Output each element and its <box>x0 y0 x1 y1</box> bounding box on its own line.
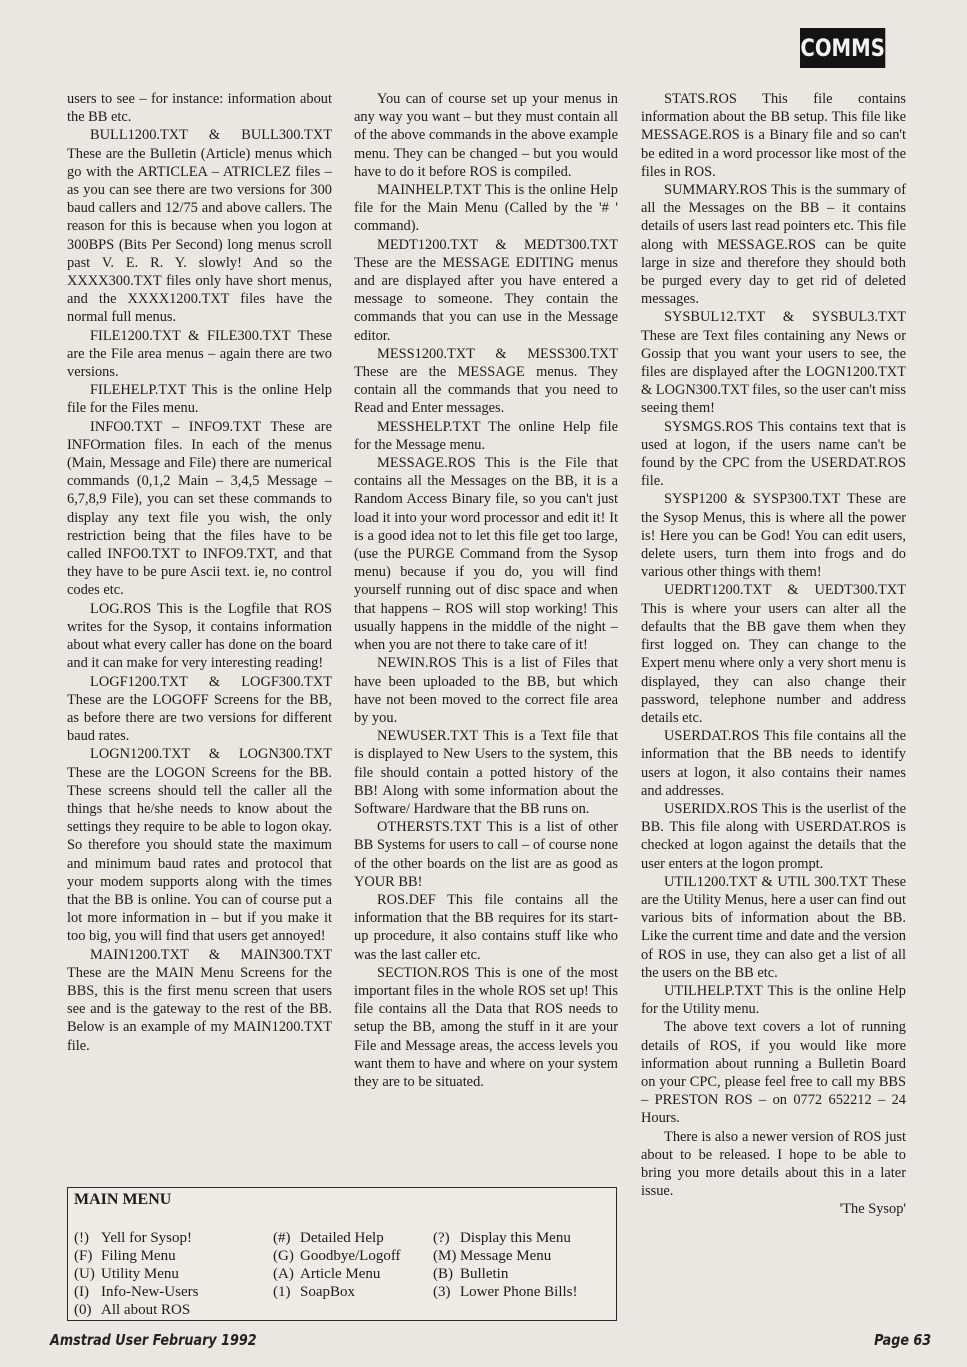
menu-entry <box>74 1301 198 1319</box>
paragraph: users to see – for instance: information about the BB etc. <box>67 91 332 126</box>
menu-entry <box>273 1247 401 1265</box>
menu-entry-key: (!) <box>74 1230 89 1246</box>
paragraph: MAINHELP.TXT This is the online Help file for the Main Menu (Called by the '# ' command). <box>354 182 618 235</box>
menu-entry-key: (#) <box>273 1230 291 1246</box>
paragraph: INFO0.TXT – INFO9.TXT These are INFOrmation files. In each of the menus (Main, Message and File) there are numerical commands (0,1,2 Main – 3,4,5 Message – 6,7,8,9 File), you can set these commands to display any text file you wish, the only restriction being that the files have to be called INFO0.TXT to INFO9.TXT, and that they have to be pure Ascii text. ie, no control codes etc. <box>67 418 332 599</box>
paragraph: The above text covers a lot of running details of ROS, if you would like more information about running a Bulletin Board on your CPC, please feel free to call my BBS – PRESTON ROS – on 0772 652212 – 24 Hours. <box>641 1019 906 1127</box>
menu-entry-key: (0) <box>74 1302 92 1318</box>
menu-entry <box>74 1265 198 1283</box>
menu-entry-label: All about ROS <box>101 1302 191 1318</box>
menu-entry-key: (G) <box>273 1248 294 1264</box>
paragraph: LOGF1200.TXT & LOGF300.TXT These are the LOGOFF Screens for the BB, as before there are two versions for different baud rates. <box>67 673 332 745</box>
article-column-2 <box>354 90 618 1091</box>
paragraph: LOG.ROS This is the Logfile that ROS writes for the Sysop, it contains information about what every caller has done on the board and it can make for very interesting reading! <box>67 600 332 672</box>
article-column-1 <box>67 90 332 1055</box>
paragraph: SECTION.ROS This is one of the most important files in the whole ROS set up! This file contains all the Data that ROS needs to setup the BB, among the stuff in it are your File and Message areas, the access levels you want them to have and where on your system they are to be situated. <box>354 964 618 1090</box>
menu-entry <box>433 1265 578 1283</box>
menu-entry-label: Utility Menu <box>101 1266 179 1282</box>
paragraph: You can of course set up your menus in any way you want – but they must contain all of the above commands in the above example menu. They can be changed – but you would have to do it before ROS is compiled. <box>354 91 618 180</box>
paragraph: UTILHELP.TXT This is the online Help for the Utility menu. <box>641 982 906 1018</box>
footer-page-number: Page 63 <box>873 1331 931 1349</box>
menu-entry-label: Goodbye/Logoff <box>300 1248 401 1264</box>
paragraph: USERDAT.ROS This file contains all the information that the BB needs to identify users at logon, it also contains their names and addresses. <box>641 728 906 799</box>
paragraph: MESSAGE.ROS This is the File that contains all the Messages on the BB, it is a Random Access Binary file, so you can't just load it into your word processor and edit it! It is a good idea not to let this file get too large, (use the PURGE Command from the Sysop menu) because if you do, you will find yourself running out of disc space and when that happens – ROS will stop working! This usually happens in the middle of the night – when you are not there to take care of it! <box>354 455 618 654</box>
menu-entry-label: Yell for Sysop! <box>101 1230 192 1246</box>
menu-entry-key: (3) <box>433 1284 451 1300</box>
paragraph: MEDT1200.TXT & MEDT300.TXT These are the MESSAGE EDITING menus and are displayed after you have entered a message to someone. They contain the commands that you can use in the Message editor. <box>354 236 618 344</box>
menu-entry <box>433 1283 578 1301</box>
main-menu-column-1 <box>74 1229 198 1319</box>
menu-entry-label: Lower Phone Bills! <box>460 1284 578 1300</box>
menu-entry-label: Article Menu <box>300 1266 381 1282</box>
main-menu-column-2 <box>273 1229 401 1301</box>
menu-entry-label: SoapBox <box>300 1284 356 1300</box>
menu-entry <box>273 1265 401 1283</box>
article-column-3 <box>641 90 906 1219</box>
menu-entry-label: Info-New-Users <box>101 1284 199 1300</box>
menu-entry-label: Message Menu <box>460 1248 552 1264</box>
paragraph: FILEHELP.TXT This is the online Help file for the Files menu. <box>67 382 332 417</box>
paragraph: UEDRT1200.TXT & UEDT300.TXT This is where your users can alter all the defaults that the BB gave them when they first logged on. They can change to the Expert menu where only a very short menu is displayed, they can also change their password, telephone number and address details etc. <box>641 582 906 726</box>
author-signoff: 'The Sysop' <box>839 1201 906 1218</box>
menu-entry-key: (U) <box>74 1266 95 1282</box>
menu-entry-key: (I) <box>74 1284 89 1300</box>
menu-entry-key: (A) <box>273 1266 294 1282</box>
menu-entry-key: (F) <box>74 1248 93 1264</box>
paragraph: MAIN1200.TXT & MAIN300.TXT These are the MAIN Menu Screens for the BBS, this is the first menu screen that users see and is the gateway to the rest of the BB. Below is an example of my MAIN1200.TXT file. <box>67 946 332 1054</box>
menu-entry-key: (M) <box>433 1248 457 1264</box>
paragraph: UTIL1200.TXT & UTIL 300.TXT These are the Utility Menus, here a user can find out various bits of information about the BB. Like the current time and date and the version of ROS in use, they can also get a list of all the users on the BB etc. <box>641 873 906 981</box>
menu-entry-key: (B) <box>433 1266 453 1282</box>
main-menu-box <box>67 1187 617 1321</box>
menu-entry <box>433 1229 578 1247</box>
paragraph: LOGN1200.TXT & LOGN300.TXT These are the LOGON Screens for the BB. These screens should tell the caller all the things that he/she needs to know about the settings they require to be able to logon okay. So therefore you should state the maximum and minimum baud rates and protocol that your modem supports along with the times that the BB is online. You can of course put a lot more information in – but if you make it too big, you will find that users get annoyed! <box>67 746 332 945</box>
paragraph: STATS.ROS This file contains information about the BB setup. This file like MESSAGE.ROS is a Binary file and so can't be edited in a word processor like most of the files in ROS. <box>641 91 906 180</box>
menu-entry <box>273 1229 401 1247</box>
menu-entry <box>74 1247 198 1265</box>
menu-entry-label: Detailed Help <box>300 1230 384 1246</box>
paragraph: SYSP1200 & SYSP300.TXT These are the Sysop Menus, this is where all the power is! Here you can be God! You can edit users, delete users, turn them into frogs and do various other things with them! <box>641 491 906 581</box>
paragraph: ROS.DEF This file contains all the information that the BB requires for its start-up procedure, it also contains stuff like who was the last caller etc. <box>354 891 618 963</box>
menu-entry-label: Filing Menu <box>101 1248 176 1264</box>
menu-entry <box>273 1283 401 1301</box>
section-tab-comms: COMMS <box>800 28 885 68</box>
menu-entry <box>433 1247 578 1265</box>
paragraph: USERIDX.ROS This is the userlist of the BB. This file along with USERDAT.ROS is checked at logon against the details that the user enters at the logon prompt. <box>641 800 906 872</box>
main-menu-title: MAIN MENU <box>74 1191 172 1208</box>
paragraph: NEWIN.ROS This is a list of Files that have been uploaded to the BB, but which have not been moved to the correct file area by you. <box>354 655 618 726</box>
menu-entry <box>74 1229 198 1247</box>
paragraph: MESS1200.TXT & MESS300.TXT These are the MESSAGE menus. They contain all the commands that you need to Read and Enter messages. <box>354 345 618 417</box>
menu-entry <box>74 1283 198 1301</box>
footer-publication: Amstrad User February 1992 <box>50 1331 257 1349</box>
paragraph: SUMMARY.ROS This is the summary of all the Messages on the BB – it contains details of users last read pointers etc. This file along with MESSAGE.ROS can be quite large in size and therefore they should both be purged every day to get rid of deleted messages. <box>641 182 906 308</box>
paragraph: FILE1200.TXT & FILE300.TXT These are the File area menus – again there are two versions. <box>67 327 332 381</box>
paragraph: OTHERSTS.TXT This is a list of other BB Systems for users to call – of course none of the other boards on the list are as good as YOUR BB! <box>354 819 618 890</box>
main-menu-column-3 <box>433 1229 578 1301</box>
menu-entry-label: Display this Menu <box>460 1230 571 1246</box>
menu-entry-key: (1) <box>273 1284 291 1300</box>
paragraph: BULL1200.TXT & BULL300.TXT These are the Bulletin (Article) menus which go with the ARTICLEA – ATRICLEZ files – as you can see there are two versions for 300 baud callers and 12/75 and above callers. The reason for this is because when you logon at 300BPS (Bits Per Second) long menus scroll past V. E. R. Y. slowly! And so the XXXX300.TXT files only have short menus, and the XXXX1200.TXT files have the normal full menus. <box>67 127 332 326</box>
paragraph: SYSBUL12.TXT & SYSBUL3.TXT These are Text files containing any News or Gossip that you want your users to see, the files are displayed after the LOGN1200.TXT & LOGN300.TXT files, so the user can't miss seeing them! <box>641 309 906 417</box>
paragraph: There is also a newer version of ROS just about to be released. I hope to be able to bring you more details about this in a later issue. <box>641 1128 906 1200</box>
menu-entry-key: (?) <box>433 1230 450 1246</box>
paragraph: NEWUSER.TXT This is a Text file that is displayed to New Users to the system, this file should contain a potted history of the BB! Along with some information about the Software/ Hardware that the BB runs on. <box>354 728 618 817</box>
menu-entry-label: Bulletin <box>460 1266 509 1282</box>
paragraph: SYSMGS.ROS This contains text that is used at logon, if the users name can't be found by the CPC from the USERDAT.ROS file. <box>641 418 906 490</box>
paragraph: MESSHELP.TXT The online Help file for the Message menu. <box>354 418 618 453</box>
